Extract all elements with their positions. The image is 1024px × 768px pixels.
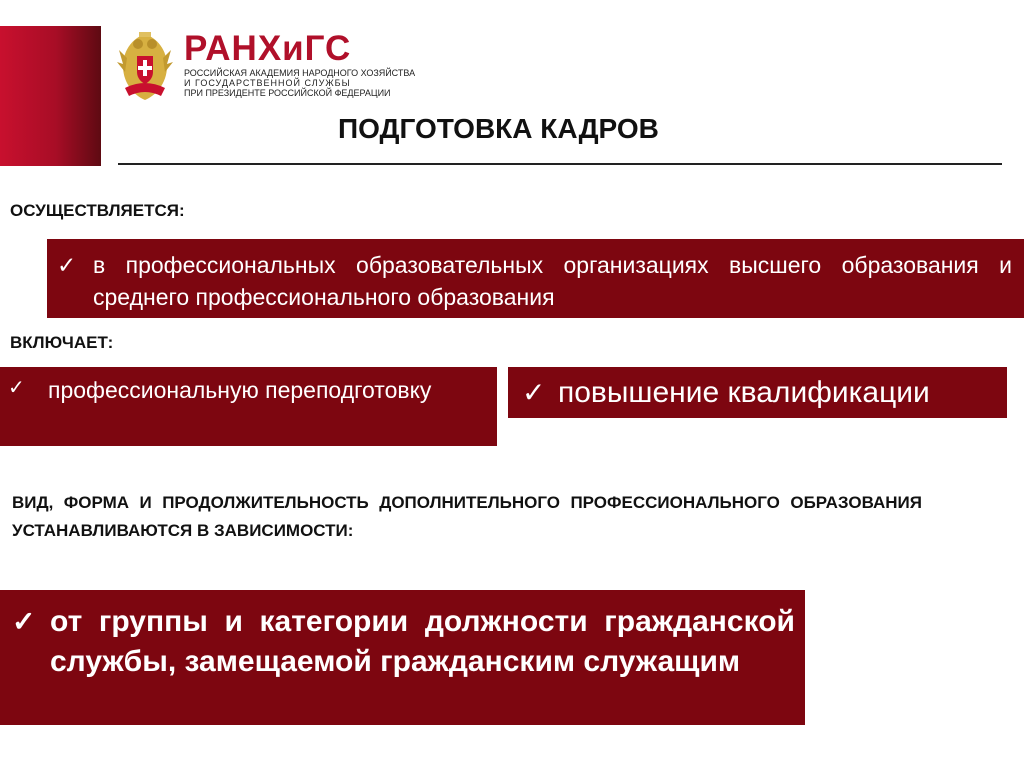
depends-item: от группы и категории должности гражданской службы, замещаемой гражданским служащим xyxy=(50,605,795,678)
depends-box xyxy=(0,590,805,725)
checkmark-icon: ✓ xyxy=(8,377,25,399)
carried-out-heading: ОСУЩЕСТВЛЯЕТСЯ: xyxy=(10,201,185,220)
logo-full-name-line-1: РОССИЙСКАЯ АКАДЕМИЯ НАРОДНОГО ХОЗЯЙСТВА xyxy=(184,68,416,78)
checkmark-icon: ✓ xyxy=(57,252,77,278)
logo-full-name-line-2: И ГОСУДАРСТВЕННОЙ СЛУЖБЫ xyxy=(184,78,351,88)
eagle-emblem-icon xyxy=(117,28,173,102)
includes-item-qualification: повышение квалификации xyxy=(558,376,930,409)
logo-full-name-line-3: ПРИ ПРЕЗИДЕНТЕ РОССИЙСКОЙ ФЕДЕРАЦИИ xyxy=(184,88,391,98)
checkmark-icon: ✓ xyxy=(522,377,546,408)
includes-heading: ВКЛЮЧАЕТ: xyxy=(10,333,114,352)
title-divider xyxy=(118,163,1002,165)
depends-heading: ВИД, ФОРМА И ПРОДОЛЖИТЕЛЬНОСТЬ ДОПОЛНИТЕЛЬНОГО ПРОФЕССИОНАЛЬНОГО ОБРАЗОВАНИЯ УСТАНАВЛИВАЮТСЯ В ЗАВИСИМОСТИ: xyxy=(12,493,922,540)
logo-abbreviation: РАНХиГС xyxy=(184,29,352,68)
includes-item-qualification-box xyxy=(508,367,1007,418)
includes-item-retraining-box xyxy=(0,367,497,446)
checkmark-icon: ✓ xyxy=(12,606,36,637)
page-title: ПОДГОТОВКА КАДРОВ xyxy=(338,113,659,144)
left-accent-bar xyxy=(0,26,101,166)
includes-item-retraining: профессиональную переподготовку xyxy=(48,377,432,403)
logo xyxy=(184,30,415,98)
carried-out-item: в профессиональных образовательных организациях высшего образования и среднего профессионального образования xyxy=(93,252,1012,310)
carried-out-box xyxy=(47,239,1024,318)
